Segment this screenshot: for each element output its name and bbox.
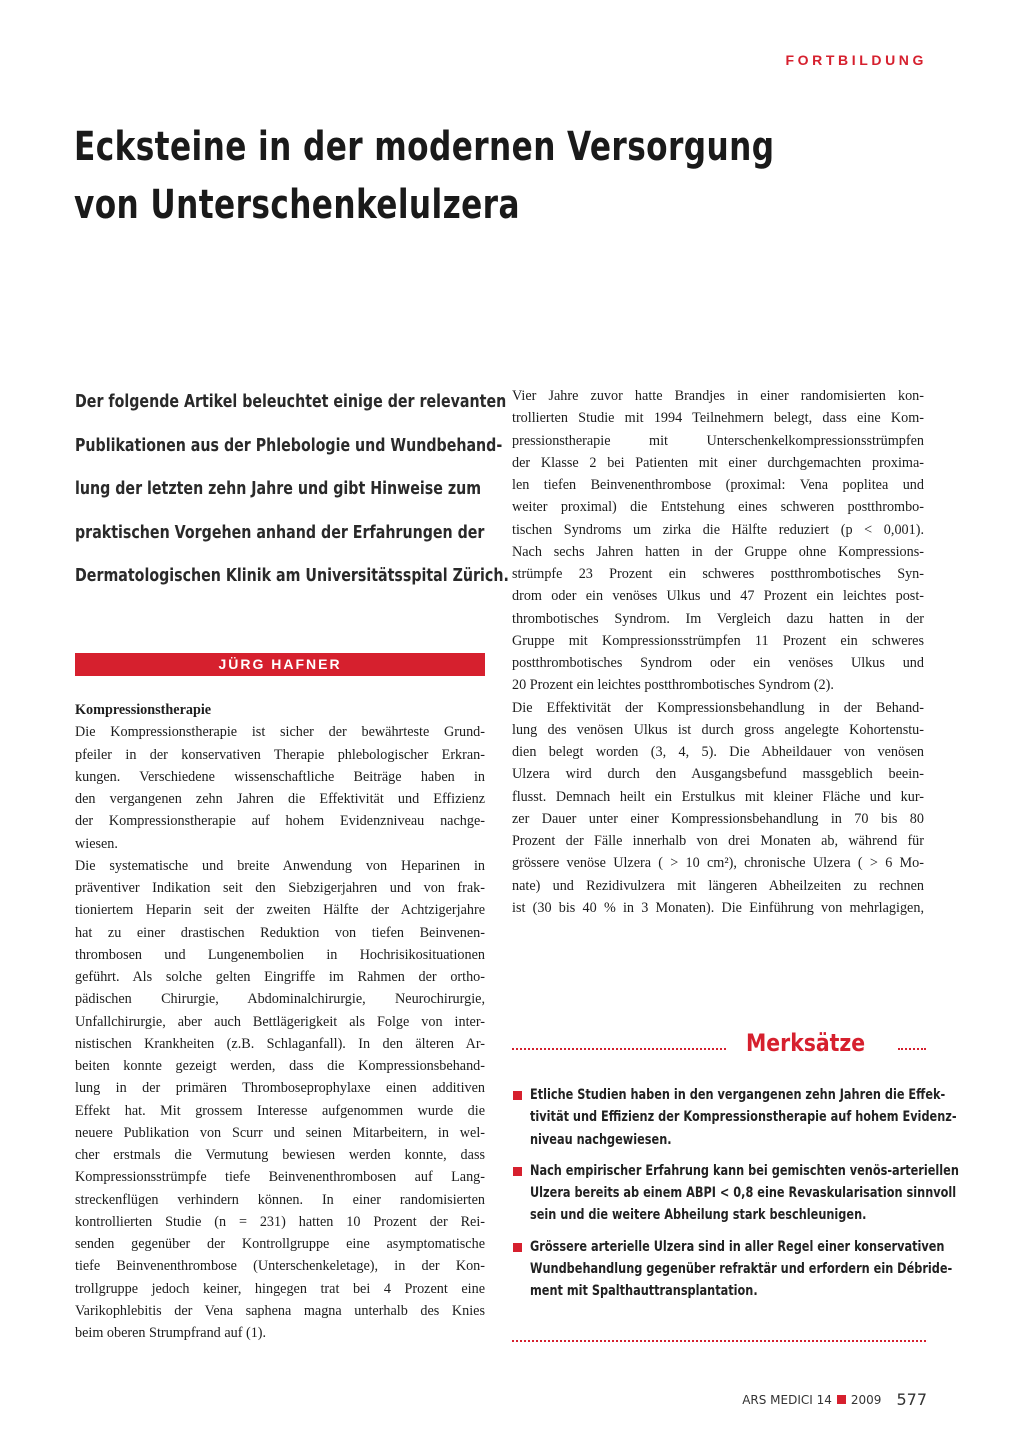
merksaetze-divider-bottom [512,1340,926,1342]
text-line: thrombotisches Syndrom. Im Vergleich dazu hatten in der [512,610,924,627]
text-line: präventiver Indikation seit den Siebzigerjahren und von frak- [75,880,485,896]
text-line: grössere venöse Ulzera ( > 10 cm²), chronische Ulzera ( > 6 Mo- [512,855,924,872]
section-subheading: Kompressionstherapie [75,702,212,718]
text-line: Die Effektivität der Kompressionsbehandlung in der Behand- [512,699,924,716]
text-line: drom oder ein venöses Ulkus und 47 Prozent ein leichtes post- [512,588,924,605]
text-line: kontrollierten Studie (n = 231) hatten 10 Prozent der Rei- [75,1213,485,1230]
text-line: hat zu einer drastischen Reduktion von tiefen Beinvenen- [75,924,485,941]
text-line: cher erstmals die Vermutung bewiesen werden konnte, dass [75,1147,485,1163]
text-line: ist (30 bis 40 % in 3 Monaten). Die Einführung von mehrlagigen, [512,899,924,916]
text-line: lung des venösen Ulkus ist durch gross angelegte Kohortenstu- [512,721,924,738]
text-line: streckenflügen verhindern können. In einer randomisierten [75,1191,485,1208]
lead-line: praktischen Vorgehen anhand der Erfahrungen der [75,521,485,543]
text-line: pfeiler in der konservativen Therapie phlebologischer Erkran- [75,746,485,763]
text-line: den vergangenen zehn Jahren die Effektivität und Effizienz [75,791,485,807]
article-title [74,118,775,234]
lead-line: Dermatologischen Klinik am Universitätsspital Zürich. [75,565,509,586]
merksatz-line: tivität und Effizienz der Kompressionstherapie auf hohem Evidenz- [530,1109,957,1126]
merksaetze-list [512,1084,959,1312]
red-square-bullet-icon [513,1091,522,1100]
text-line: der Klasse 2 bei Patienten mit einer durchgemachten proxima- [512,454,924,471]
text-line: Effekt hat. Mit grossem Interesse aufgenommen wurde die [75,1102,485,1119]
text-line: wiesen. [75,835,118,852]
text-line: Ulzera wird durch den Ausgangsbefund massgeblich beein- [512,766,924,783]
merksatz-line: Wundbehandlung gegenüber refraktär und erfordern ein Débride- [530,1261,953,1278]
text-line: Die Kompressionstherapie ist sicher der bewährteste Grund- [75,724,485,741]
text-line: beim oberen Strumpfrand auf (1). [75,1325,267,1341]
merksaetze-title: Merksätze [746,1029,866,1057]
text-line: nistischen Krankheiten (z.B. Schlaganfall). In den älteren Ar- [75,1035,485,1052]
text-line: postthrombotisches Syndrom oder ein venöses Ulkus und [512,655,924,671]
text-line: len tiefen Beinvenenthrombose (proximal: Vena poplitea und [512,477,924,493]
text-line: Prozent der Fälle innerhalb von drei Monaten ab, während für [512,833,924,849]
merksatz-line: Ulzera bereits ab einem ABPI < 0,8 eine Revaskularisation sinnvoll [530,1185,957,1202]
text-line: tischen Syndroms um zirka die Hälfte reduziert (p < 0,001). [512,521,924,538]
text-line: Vier Jahre zuvor hatte Brandjes in einer randomisierten kon- [512,388,924,404]
merksatz-item [512,1084,957,1151]
text-line: tioniertem Heparin seit der zweiten Hälfte der Achtzigerjahre [75,902,485,919]
text-line: thrombosen und Lungenembolien in Hochrisikosituationen [75,946,485,963]
text-line: geführt. Als solche gelten Eingriffe im Rahmen der ortho- [75,969,485,985]
red-square-icon [837,1395,846,1404]
merksatz-line: niveau nachgewiesen. [530,1131,672,1148]
text-line: flusst. Demnach heilt ein Erstulkus mit kleiner Fläche und kur- [512,788,924,805]
merksatz-line: sein und die weitere Abheilung stark beschleunigen. [530,1207,867,1224]
text-line: dien belegt worden (3, 4, 5). Die Abheildauer von venösen [512,744,924,760]
text-line: Die systematische und breite Anwendung von Heparinen in [75,857,485,874]
text-line: tiefe Beinvenenthrombose (Unterschenkeletage), in der Kon- [75,1258,485,1275]
text-line: Gruppe mit Kompressionsstrümpfen 11 Prozent ein schweres [512,632,924,649]
merksatz-item [512,1160,959,1227]
lead-line: lung der letzten zehn Jahre und gibt Hinweise zum [75,478,482,499]
merksatz-line: Nach empirischer Erfahrung kann bei gemischten venös-arteriellen [530,1162,959,1179]
text-line: der Kompressionstherapie auf hohem Evidenzniveau nachge- [75,813,485,830]
red-square-bullet-icon [513,1243,522,1252]
text-line: zer Dauer unter einer Kompressionsbehandlung in 70 bis 80 [512,810,924,827]
left-text-column [75,699,485,1344]
text-line: nate) und Rezidivulzera mit längeren Abheilzeiten zu rechnen [512,877,924,894]
section-tag: FORTBILDUNG [785,52,927,68]
author-bar: JÜRG HAFNER [75,653,485,676]
text-line: kungen. Verschiedene wissenschaftliche Beiträge haben in [75,768,485,785]
lead-paragraph [75,380,509,598]
text-line: beiten konnte gezeigt werden, dass die Kompressionsbehand- [75,1058,485,1074]
title-line: von Unterschenkelulzera [74,182,520,228]
text-line: neuere Publikation von Scurr und seinen Mitarbeitern, in wel- [75,1124,485,1141]
text-line: trollierten Studie mit 1994 Teilnehmern belegt, dass eine Kom- [512,410,924,427]
text-line: senden gegenüber der Kontrollgruppe eine asymptomatische [75,1236,485,1252]
merksatz-line: Etliche Studien haben in den vergangenen zehn Jahren die Effek- [530,1087,946,1103]
merksaetze-divider-right [898,1048,926,1050]
text-line: weiter proximal) die Entstehung eines schweren postthrombo- [512,499,924,516]
journal-name: ARS MEDICI 14 [742,1392,832,1407]
journal-year: 2009 [850,1392,882,1407]
page-number: 577 [896,1390,927,1409]
lead-line: Publikationen aus der Phlebologie und Wundbehand- [75,434,503,456]
text-line: Nach sechs Jahren hatten in der Gruppe ohne Kompressions- [512,543,924,560]
text-line: trollgruppe jedoch keiner, hingegen trat bei 4 Prozent eine [75,1280,485,1297]
merksatz-line: Grössere arterielle Ulzera sind in aller Regel einer konservativen [530,1238,945,1255]
merksatz-line: ment mit Spalthauttransplantation. [530,1283,758,1300]
merksaetze-divider-left [512,1048,726,1050]
title-line: Ecksteine in der modernen Versorgung [74,124,775,170]
merksatz-text [530,1084,957,1151]
red-square-bullet-icon [513,1167,522,1176]
text-line: strümpfe 23 Prozent ein schweres postthrombotisches Syn- [512,566,924,582]
merksatz-text [530,1236,953,1303]
merksatz-text [530,1160,959,1227]
text-line: Kompressionsstrümpfe tiefe Beinvenenthrombosen auf Lang- [75,1169,485,1186]
text-line: 20 Prozent ein leichtes postthrombotisches Syndrom (2). [512,677,834,694]
right-text-column [512,385,924,919]
merksatz-item [512,1236,953,1303]
text-line: pädischen Chirurgie, Abdominalchirurgie, Neurochirurgie, [75,991,485,1008]
text-line: pressionstherapie mit Unterschenkelkompressionsstrümpfen [512,432,924,449]
text-line: Unfallchirurgie, aber auch Bettlägerigkeit als Folge von inter- [75,1013,485,1030]
text-line: lung in der primären Thromboseprophylaxe einen additiven [75,1080,485,1097]
page-footer [742,1390,927,1409]
text-line: Varikophlebitis der Vena saphena magna unterhalb des Knies [75,1302,485,1319]
lead-line: Der folgende Artikel beleuchtet einige der relevanten [75,391,507,412]
